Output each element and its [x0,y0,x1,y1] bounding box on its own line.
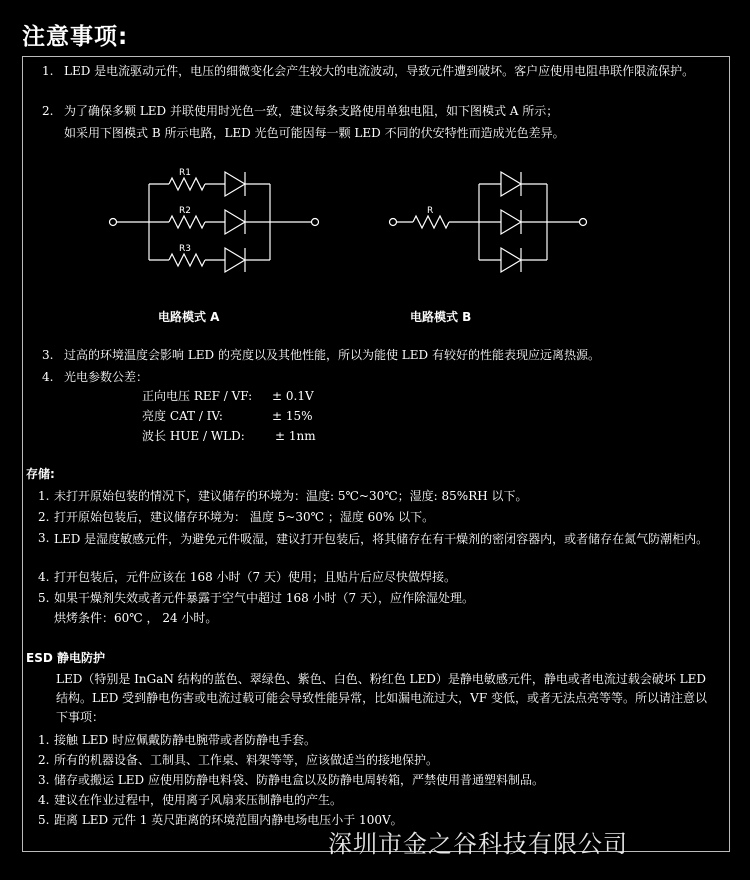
storage-item-4-text: 打开包装后，元件应该在 168 小时（7 天）使用；且贴片后应尽快做焊接。 [54,570,456,584]
note-1-number: 1. [42,64,54,78]
circuit-b-diagram [385,164,605,284]
page-title: 注意事项: [22,24,129,50]
storage-bake-condition: 烘烤条件：60℃ ， 24 小时。 [54,611,218,625]
storage-item-4-number: 4. [38,570,50,584]
tolerance-wld-value: ± 1nm [275,429,316,443]
note-1-text: LED 是电流驱动元件，电压的细微变化会产生较大的电流波动，导致元件遭到破坏。客户应使用电阻串联作限流保护。 [64,64,695,78]
esd-item-1-number: 1. [38,733,50,747]
storage-item-3-text: LED 是湿度敏感元件，为避免元件吸湿，建议打开包装后，将其储存在有干燥剂的密闭容器内，或者储存在氮气防潮柜内。 [54,532,709,546]
tolerance-vf-label: 正向电压 REF / VF: [142,389,253,403]
esd-item-3-text: 储存或搬运 LED 应使用防静电料袋、防静电盒以及防静电周转箱，严禁使用普通塑料制品。 [54,773,544,787]
note-3-number: 3. [42,348,54,362]
note-2-number: 2. [42,104,54,118]
resistor-label-r: R [427,206,434,216]
tolerance-iv-value: ± 15% [272,409,313,423]
esd-item-5-text: 距离 LED 元件 1 英尺距离的环境范围内静电场电压小于 100V。 [54,813,403,827]
branch-3 [149,248,270,272]
storage-item-2-text: 打开原始包装后，建议储存环境为： 温度 5~30℃ ；湿度 60% 以下。 [54,510,435,524]
tolerance-vf-value: ± 0.1V [272,389,314,403]
esd-intro: LED（特别是 InGaN 结构的蓝色、翠绿色、紫色、白色、粉红色 LED）是静电敏感元件，静电或者电流过载会破坏 LED 结构。LED 受到静电伤害或电流过载可能会导致性能异常，比如漏电流过大，VF 变低，或者无法点亮等等。所以请注意以下事项： [56,672,707,724]
tolerance-wld-label: 波长 HUE / WLD: [142,429,245,443]
resistor-label-r3: R3 [179,244,191,254]
storage-item-2-number: 2. [38,510,50,524]
note-3-text: 过高的环境温度会影响 LED 的亮度以及其他性能，所以为能使 LED 有较好的性能表现应远离热源。 [64,348,600,362]
circuit-a-diagram [105,164,325,284]
esd-item-2-number: 2. [38,753,50,767]
esd-item-2-text: 所有的机器设备、工制具、工作桌、料架等等，应该做适当的接地保护。 [54,753,439,767]
storage-item-1-number: 1. [38,489,50,503]
branch-1 [149,172,270,196]
storage-item-5-text: 如果干燥剂失效或者元件暴露于空气中超过 168 小时（7 天），应作除湿处理。 [54,591,474,605]
company-name: 深圳市金之谷科技有限公司 [328,830,628,858]
note-2-text-continued: 如采用下图模式 B 所示电路，LED 光色可能因每一颗 LED 不同的伏安特性而造成光色差异。 [64,126,565,140]
esd-item-3-number: 3. [38,773,50,787]
tolerance-iv-label: 亮度 CAT / IV: [142,409,223,423]
resistor-label-r2: R2 [179,206,191,216]
branch-2 [149,210,270,234]
storage-item-5-number: 5. [38,591,50,605]
esd-heading: ESD 静电防护 [26,651,105,665]
circuit-b-caption: 电路模式 B [410,310,472,324]
note-4-text: 光电参数公差： [64,370,149,384]
led-1 [479,172,547,196]
led-2 [479,210,547,234]
esd-item-4-text: 建议在作业过程中，使用离子风扇来压制静电的产生。 [54,793,343,807]
resistor-label-r1: R1 [179,168,191,178]
note-2-text: 为了确保多颗 LED 并联使用时光色一致，建议每条支路使用单独电阻，如下图模式 A 所示； [64,104,559,118]
circuit-a-caption: 电路模式 A [158,310,220,324]
esd-item-5-number: 5. [38,813,50,827]
esd-item-4-number: 4. [38,793,50,807]
esd-item-1-text: 接触 LED 时应佩戴防静电腕带或者防静电手套。 [54,733,316,747]
storage-heading: 存储: [26,467,55,481]
storage-item-3-number: 3. [38,531,50,545]
storage-item-1-text: 未打开原始包装的情况下，建议储存的环境为：温度: 5℃~30℃；湿度: 85%RH 以下。 [54,489,528,503]
note-4-number: 4. [42,370,54,384]
led-3 [479,248,547,272]
